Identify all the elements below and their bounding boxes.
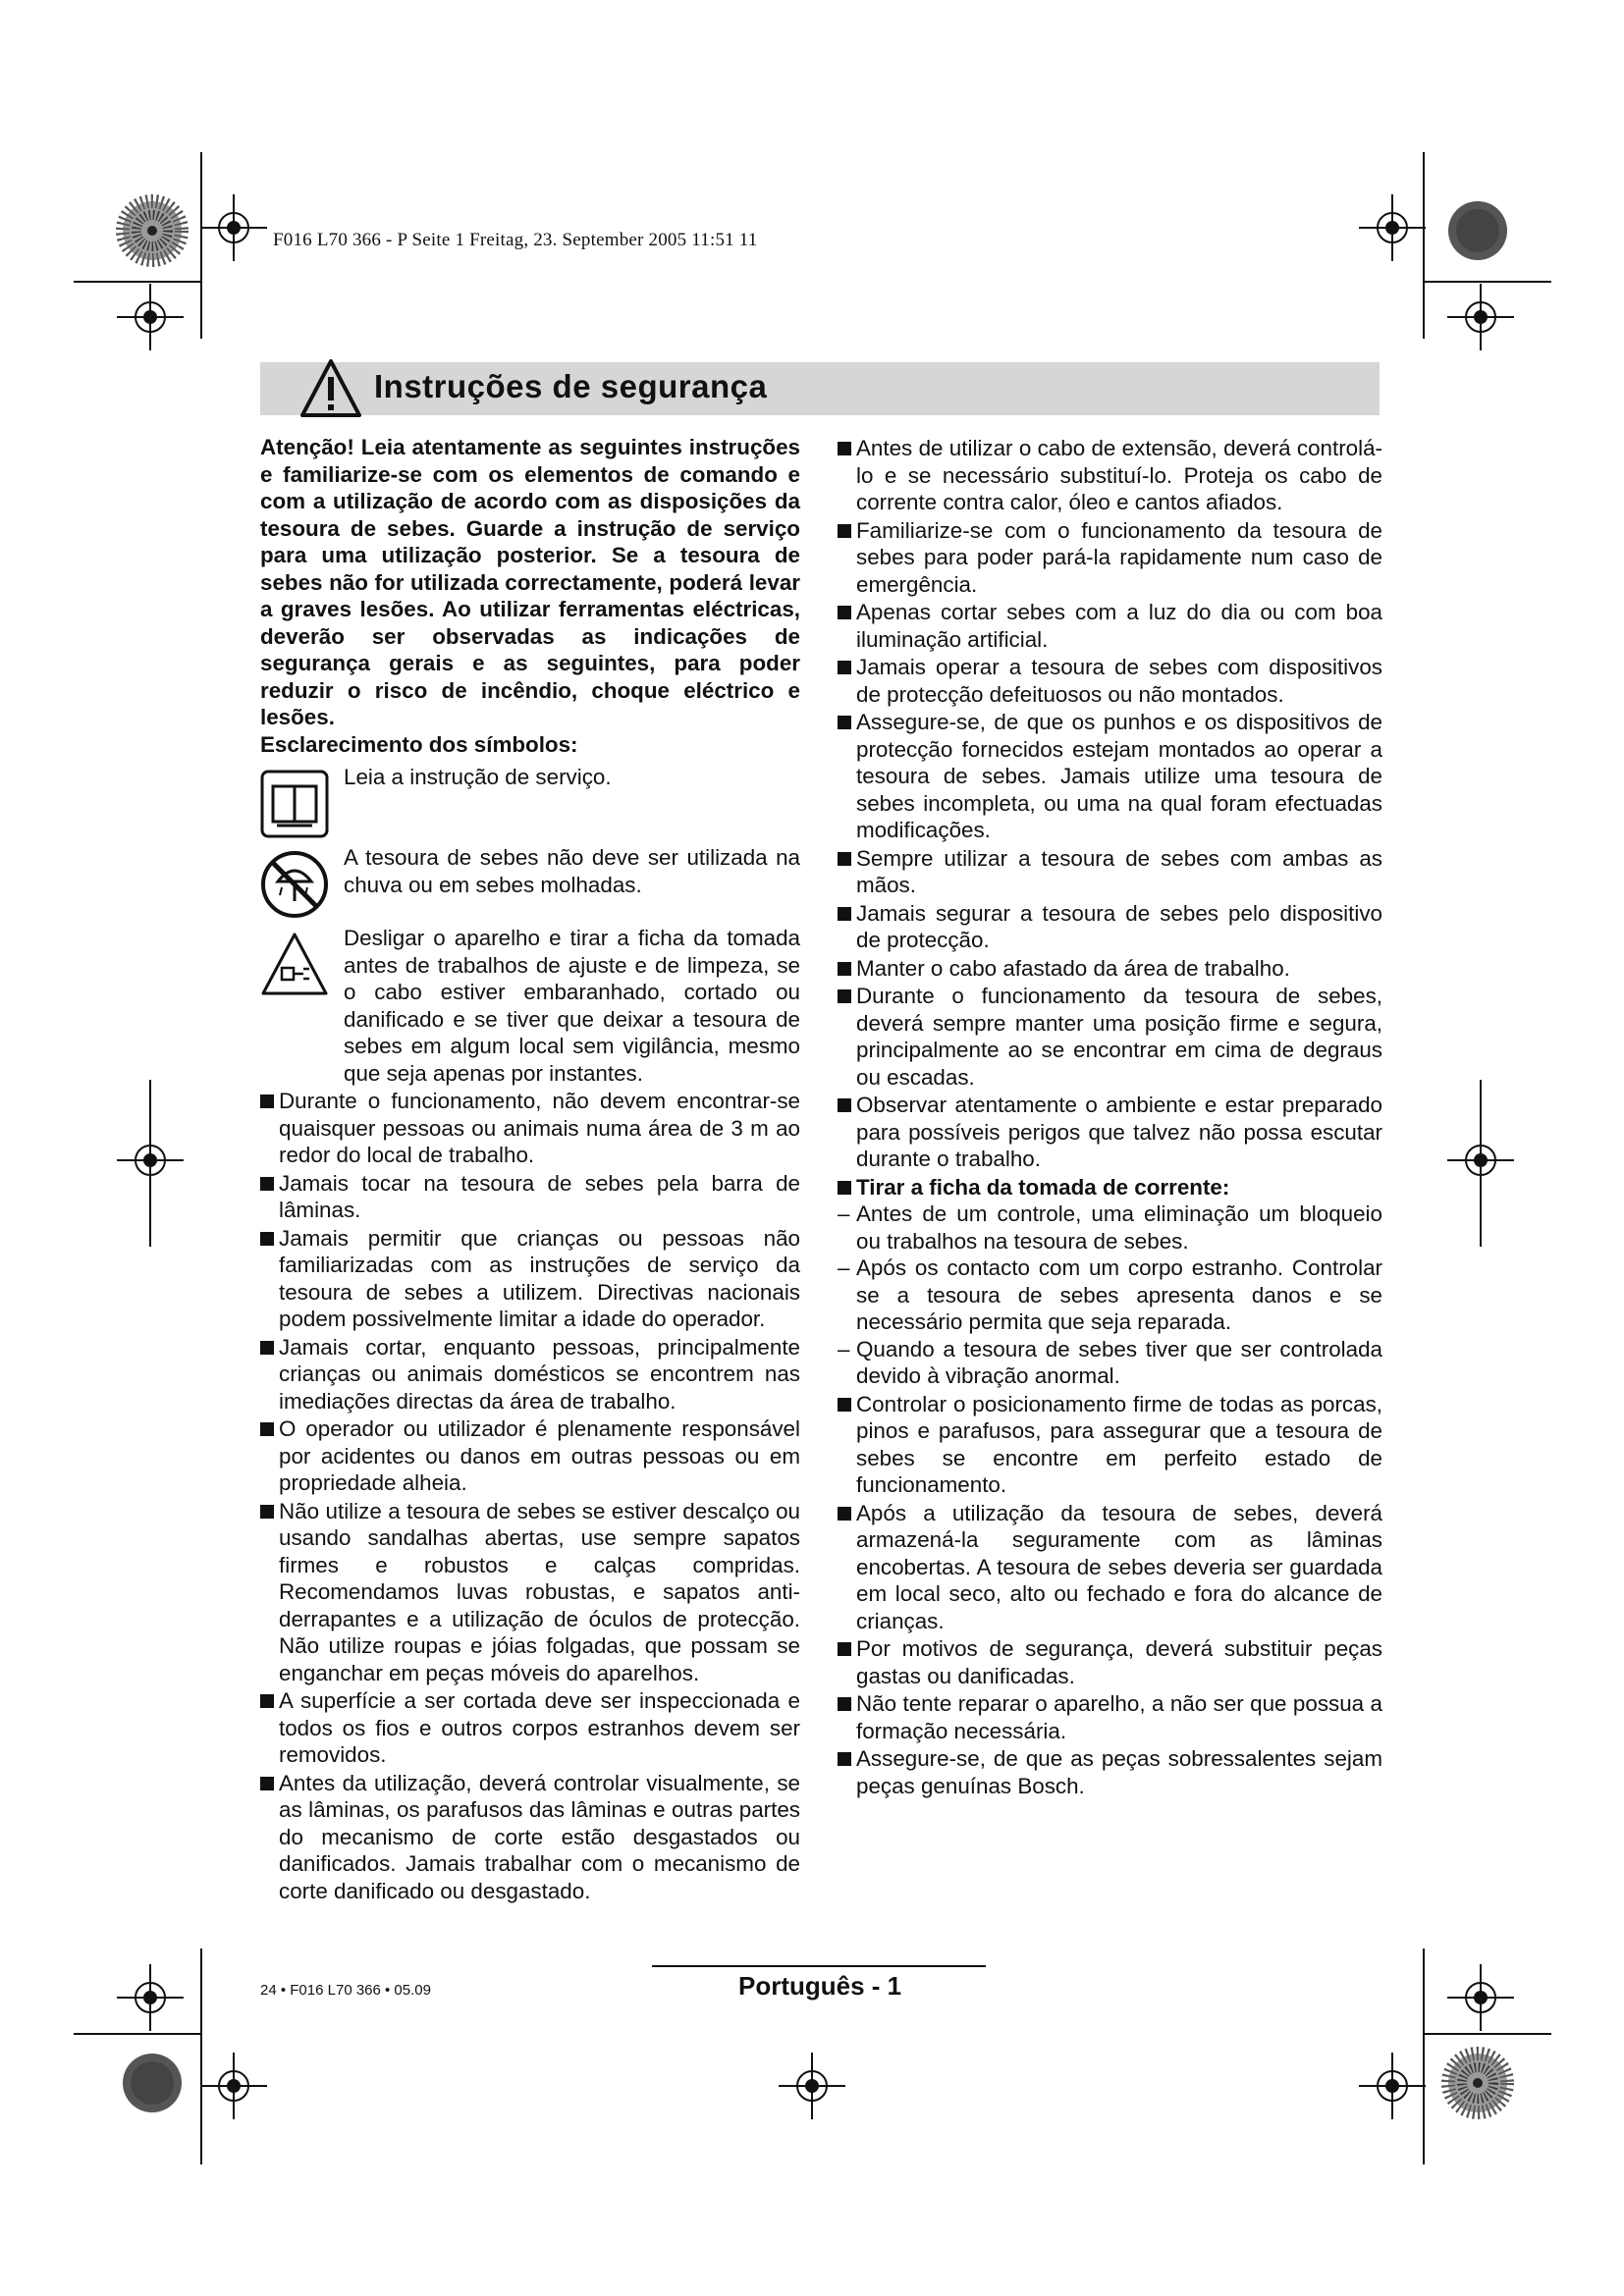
symbol-text-unplug: Desligar o aparelho e tirar a ficha da tomada antes de trabalhos de ajuste e de limpeza, se o cabo estiver embaranhado, cortado ou danificado e se tiver que deixar a tesoura de sebes em algum local sem vigilância, mesmo que seja apenas por instantes. bbox=[344, 926, 800, 1086]
list-item: Jamais permitir que crianças ou pessoas não familiarizadas com as instruções de serviço da tesoura de sebes a utilizem. Directivas nacionais podem possivelmente limitar a idade do operador. bbox=[260, 1225, 800, 1333]
section-title-bar bbox=[260, 362, 1380, 415]
list-item: Antes de utilizar o cabo de extensão, deverá controlá-lo e se necessário substituí-lo. Proteja os cabo de corrente contra calor, óleo e cantos afiados. bbox=[838, 435, 1382, 516]
footer-rule bbox=[652, 1965, 986, 1967]
bullet-square-icon bbox=[260, 1177, 274, 1191]
dash-item: – Antes de um controle, uma eliminação um bloqueio ou trabalhos na tesoura de sebes. bbox=[838, 1201, 1382, 1254]
bullet-square-icon bbox=[838, 989, 851, 1003]
list-item: Jamais operar a tesoura de sebes com dispositivos de protecção defeituosos ou não montados. bbox=[838, 654, 1382, 708]
intro-warning: Atenção! Leia atentamente as seguintes instruções e familiarize-se com os elementos de comando e com a utilização de acordo com as disposições da tesoura de sebes. Guarde a instrução de serviço para uma utilização posterior. Se a tesoura de sebes não for utilizada correctamente, poderá levar a graves lesões. Ao utilizar ferramentas eléctricas, deverão ser observadas as indicações de segurança gerais e as seguintes, para poder reduzir o risco de incêndio, choque eléctrico e lesões. bbox=[260, 435, 800, 729]
symbol-text-manual: Leia a instrução de serviço. bbox=[344, 765, 612, 789]
bullet-square-icon bbox=[838, 1181, 851, 1195]
list-item: O operador ou utilizador é plenamente responsável por acidentes ou danos em outras pessoas ou em propriedade alheia. bbox=[260, 1415, 800, 1497]
page-title: Instruções de segurança bbox=[374, 368, 768, 404]
list-item: Durante o funcionamento da tesoura de sebes, deverá sempre manter uma posição firme e segura, principalmente ao se encontrar em cima de degraus ou escadas. bbox=[838, 983, 1382, 1091]
list-item: Controlar o posicionamento firme de todas as porcas, pinos e parafusos, para assegurar que a tesoura de sebes se encontre em perfeito estado de funcionamento. bbox=[838, 1391, 1382, 1499]
bullet-square-icon bbox=[260, 1341, 274, 1355]
symbols-heading: Esclarecimento dos símbolos: bbox=[260, 731, 578, 757]
symbol-row bbox=[260, 764, 800, 838]
bullet-square-icon bbox=[838, 962, 851, 976]
bullet-square-icon bbox=[260, 1777, 274, 1790]
bullet-square-icon bbox=[838, 1697, 851, 1711]
list-item: Observar atentamente o ambiente e estar preparado para possíveis perigos que talvez não possa escutar durante o trabalho. bbox=[838, 1092, 1382, 1173]
list-item: Sempre utilizar a tesoura de sebes com ambas as mãos. bbox=[838, 845, 1382, 899]
bullet-square-icon bbox=[838, 907, 851, 921]
bullet-square-icon bbox=[838, 661, 851, 674]
list-item: A superfície a ser cortada deve ser inspeccionada e todos os fios e outros corpos estranhos devem ser removidos. bbox=[260, 1687, 800, 1769]
list-item: Por motivos de segurança, deverá substituir peças gastas ou danificadas. bbox=[838, 1635, 1382, 1689]
list-item: Durante o funcionamento, não devem encontrar-se quaisquer pessoas ou animais numa área de 3 m ao redor do local de trabalho. bbox=[260, 1088, 800, 1169]
symbol-row bbox=[260, 844, 800, 919]
bullet-square-icon bbox=[260, 1694, 274, 1708]
list-item: Manter o cabo afastado da área de trabalho. bbox=[838, 955, 1382, 983]
list-item: Após a utilização da tesoura de sebes, deverá armazená-la seguramente com as lâminas encobertas. A tesoura de sebes deveria ser guardada em local seco, alto ou fechado e fora do alcance de crianças. bbox=[838, 1500, 1382, 1635]
list-item: Familiarize-se com o funcionamento da tesoura de sebes para poder pará-la rapidamente num caso de emergência. bbox=[838, 517, 1382, 599]
no-rain-icon bbox=[260, 850, 329, 919]
bullet-square-icon bbox=[260, 1505, 274, 1519]
dash-item: – Quando a tesoura de sebes tiver que ser controlada devido à vibração anormal. bbox=[838, 1336, 1382, 1388]
unplug-warning-icon bbox=[260, 931, 329, 999]
list-item: Apenas cortar sebes com a luz do dia ou com boa iluminação artificial. bbox=[838, 599, 1382, 653]
bullet-square-icon bbox=[838, 524, 851, 538]
dash-item: – Após os contacto com um corpo estranho. Controlar se a tesoura de sebes apresenta danos e se necessário permita que seja reparada. bbox=[838, 1255, 1382, 1334]
list-item: Antes da utilização, deverá controlar visualmente, se as lâminas, os parafusos das lâminas e outras partes do mecanismo de corte estão desgastados ou danificados. Jamais trabalhar com o mecanismo de corte danificado ou desgastado. bbox=[260, 1770, 800, 1905]
print-header: F016 L70 366 - P Seite 1 Freitag, 23. September 2005 11:51 11 bbox=[273, 230, 758, 250]
list-item: Não utilize a tesoura de sebes se estiver descalço ou usando sandalhas abertas, use sempre sapatos firmes e robustos e calças compridas. Recomendamos luvas robustas, e sapatos anti-derrapantes e a utilização de óculos de protecção. Não utilize roupas e jóias folgadas, que possam se enganchar em peças móveis do aparelhos. bbox=[260, 1498, 800, 1687]
symbol-row bbox=[260, 925, 800, 1087]
bullet-square-icon bbox=[260, 1095, 274, 1108]
unplug-heading: Tirar a ficha da tomada de corrente: bbox=[838, 1174, 1382, 1201]
bullet-square-icon bbox=[838, 606, 851, 619]
footer-page-label: Português - 1 bbox=[738, 1971, 902, 2001]
bullet-square-icon bbox=[838, 716, 851, 729]
list-item: Assegure-se, de que as peças sobressalentes sejam peças genuínas Bosch. bbox=[838, 1745, 1382, 1799]
bullet-square-icon bbox=[260, 1232, 274, 1246]
list-item: Jamais segurar a tesoura de sebes pelo dispositivo de protecção. bbox=[838, 900, 1382, 954]
bullet-square-icon bbox=[838, 442, 851, 455]
read-manual-icon bbox=[260, 770, 329, 838]
list-item: Jamais tocar na tesoura de sebes pela barra de lâminas. bbox=[260, 1170, 800, 1224]
bullet-square-icon bbox=[838, 852, 851, 866]
bullet-square-icon bbox=[838, 1098, 851, 1112]
list-item: Assegure-se, de que os punhos e os dispositivos de protecção fornecidos estejam montados ao operar a tesoura de sebes. Jamais utilize uma tesoura de sebes incompleta, ou uma na qual foram efectuadas modificações. bbox=[838, 709, 1382, 844]
bullet-square-icon bbox=[260, 1422, 274, 1436]
bullet-square-icon bbox=[838, 1507, 851, 1521]
footer-doc-code: 24 • F016 L70 366 • 05.09 bbox=[260, 1982, 431, 1999]
bullet-square-icon bbox=[838, 1752, 851, 1766]
list-item: Não tente reparar o aparelho, a não ser que possua a formação necessária. bbox=[838, 1690, 1382, 1744]
right-column bbox=[838, 434, 1382, 1799]
symbol-text-rain: A tesoura de sebes não deve ser utilizada na chuva ou em sebes molhadas. bbox=[344, 845, 800, 897]
bullet-square-icon bbox=[838, 1642, 851, 1656]
list-item: Jamais cortar, enquanto pessoas, principalmente crianças ou animais domésticos se encontrem nas imediações directas da área de trabalho. bbox=[260, 1334, 800, 1415]
bullet-square-icon bbox=[838, 1398, 851, 1412]
warning-triangle-icon bbox=[299, 358, 362, 419]
left-column bbox=[260, 434, 800, 1904]
